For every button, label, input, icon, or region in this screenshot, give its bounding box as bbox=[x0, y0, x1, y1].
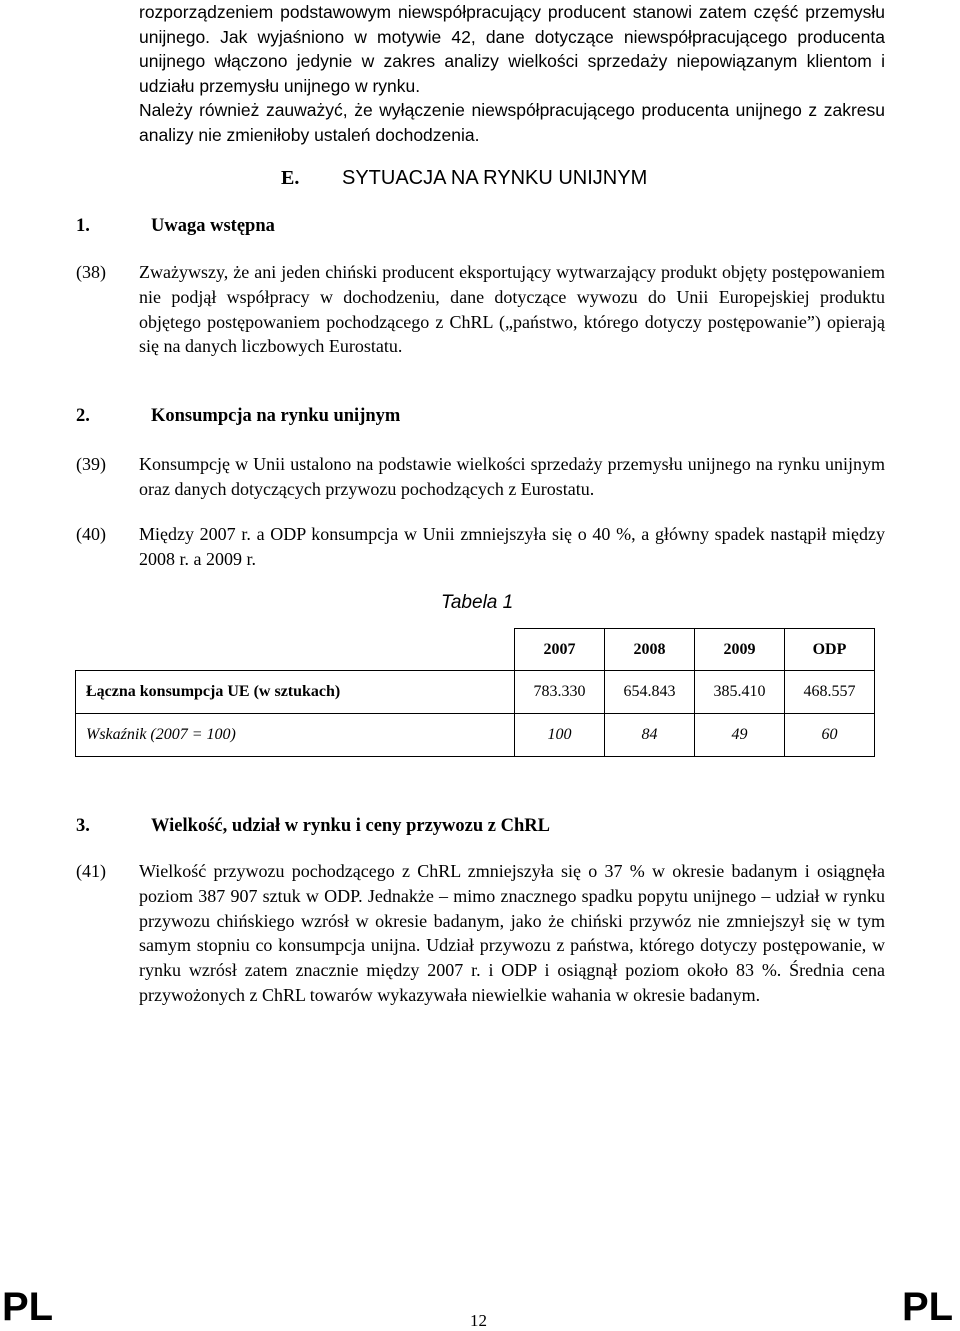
heading-1 bbox=[76, 216, 275, 237]
paragraph-41-text: Wielkość przywozu pochodzącego z ChRL zmniejszyła się o 37 % w okresie badanym i osiągnęła poziom 387 907 sztuk w ODP. Jednakże – mimo znacznego spadku popytu unijnego – udział w rynku przywozu chińskiego wzrósł w okresie badanym, jako że chiński przywóz nie zmniejszył się w tym samym stopniu co konsumpcja unijna. Udział przywozu z państwa, którego dotyczy postępowanie, w rynku wzrósł zatem znacznie między 2007 r. i ODP i osiągnął poziom około 83 %. Średnia cena przywożonych z ChRL towarów wykazywała niewielkie wahania w okresie badanym. bbox=[139, 861, 885, 1005]
heading-2 bbox=[76, 406, 400, 427]
section-e-title: SYTUACJA NA RYNKU UNIJNYM bbox=[342, 167, 648, 189]
table-cell: 783.330 bbox=[515, 671, 605, 714]
table-cell: 385.410 bbox=[695, 671, 785, 714]
footer-language-left: PL bbox=[2, 1285, 54, 1329]
heading-3-title: Wielkość, udział w rynku i ceny przywozu z ChRL bbox=[151, 816, 550, 836]
table-title: Tabela 1 bbox=[441, 592, 514, 613]
paragraph-39-text: Konsumpcję w Unii ustalono na podstawie wielkości sprzedaży przemysłu unijnego na rynku unijnym oraz danych dotyczących przywozu pochodzących z Eurostatu. bbox=[139, 454, 885, 499]
intro-paragraph-2: Należy również zauważyć, że wyłączenie niewspółpracującego producenta unijnego z zakresu analizy nie zmieniłoby ustaleń dochodzenia. bbox=[139, 100, 885, 145]
paragraph-41 bbox=[76, 859, 885, 1008]
table-cell: 84 bbox=[605, 714, 695, 757]
table-column-header: 2009 bbox=[695, 629, 785, 671]
paragraph-38 bbox=[76, 260, 885, 359]
heading-3 bbox=[76, 816, 550, 837]
table-cell: 49 bbox=[695, 714, 785, 757]
paragraph-40 bbox=[76, 522, 885, 572]
table-cell: 100 bbox=[515, 714, 605, 757]
consumption-table bbox=[75, 628, 875, 757]
intro-text bbox=[139, 0, 885, 148]
table-row-label: Łączna konsumpcja UE (w sztukach) bbox=[76, 671, 515, 714]
paragraph-39 bbox=[76, 452, 885, 502]
section-e-letter: E. bbox=[281, 167, 300, 189]
paragraph-38-number: (38) bbox=[76, 262, 106, 282]
table-column-header: 2007 bbox=[515, 629, 605, 671]
paragraph-41-number: (41) bbox=[76, 861, 106, 881]
table-row bbox=[76, 714, 875, 757]
table-row bbox=[76, 671, 875, 714]
footer-page-number: 12 bbox=[470, 1311, 487, 1330]
heading-1-title: Uwaga wstępna bbox=[151, 216, 275, 236]
footer-language-right: PL bbox=[902, 1285, 954, 1329]
paragraph-38-text: Zważywszy, że ani jeden chiński producent eksportujący wytwarzający produkt objęty postępowaniem nie podjął współpracy w dochodzeniu, dane dotyczące wywozu do Unii Europejskiej produktu objętego postępowaniem pochodzącego z ChRL („państwo, którego dotyczy postępowanie”) opierają się na danych liczbowych Eurostatu. bbox=[139, 262, 885, 357]
table-row-label: Wskaźnik (2007 = 100) bbox=[76, 714, 515, 757]
heading-1-number: 1. bbox=[76, 216, 90, 236]
paragraph-39-number: (39) bbox=[76, 454, 106, 474]
paragraph-40-text: Między 2007 r. a ODP konsumpcja w Unii zmniejszyła się o 40 %, a główny spadek nastąpił między 2008 r. a 2009 r. bbox=[139, 524, 885, 569]
table-cell: 60 bbox=[785, 714, 875, 757]
table-cell: 468.557 bbox=[785, 671, 875, 714]
intro-paragraph-1: rozporządzeniem podstawowym niewspółpracujący producent stanowi zatem część przemysłu unijnego. Jak wyjaśniono w motywie 42, dane dotyczące niewspółpracującego producenta unijnego włączono jedynie w zakres analizy wielkości sprzedaży niepowiązanym klientom i udziału przemysłu unijnego w rynku. bbox=[139, 2, 885, 96]
table-column-header: ODP bbox=[785, 629, 875, 671]
table-corner-cell bbox=[76, 629, 515, 671]
table-column-header: 2008 bbox=[605, 629, 695, 671]
section-e-heading bbox=[281, 167, 647, 190]
paragraph-40-number: (40) bbox=[76, 524, 106, 544]
table-cell: 654.843 bbox=[605, 671, 695, 714]
heading-2-title: Konsumpcja na rynku unijnym bbox=[151, 406, 401, 426]
table-header-row bbox=[76, 629, 875, 671]
heading-2-number: 2. bbox=[76, 406, 90, 426]
heading-3-number: 3. bbox=[76, 816, 90, 836]
